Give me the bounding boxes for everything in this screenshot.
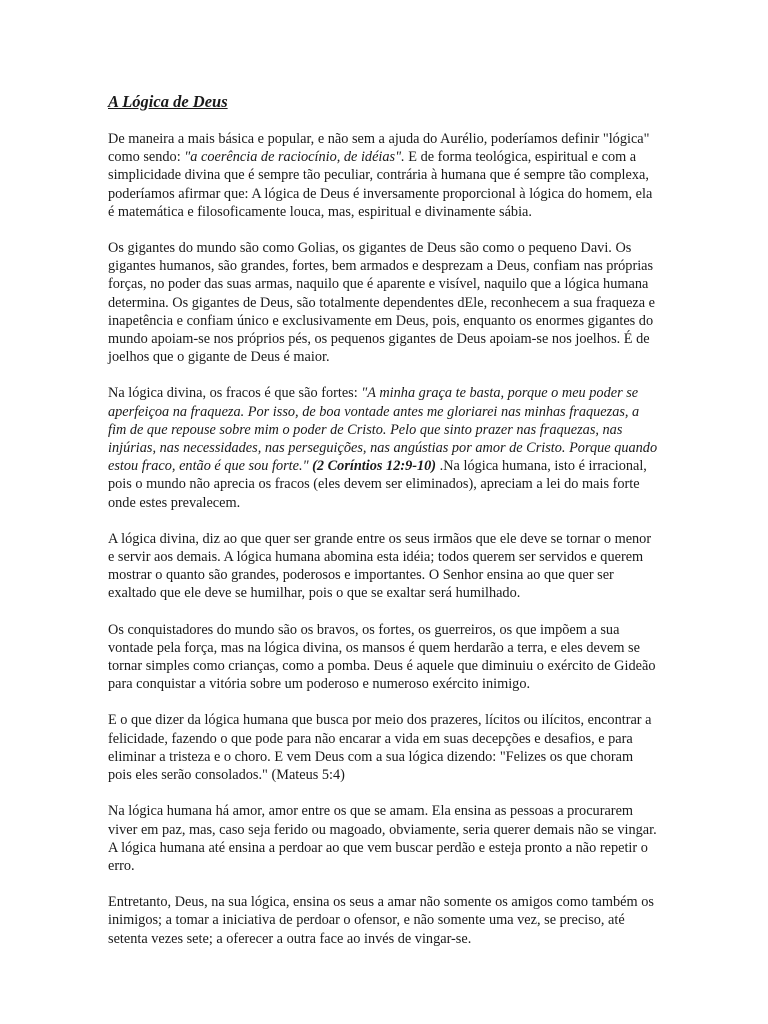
paragraph-text: E o que dizer da lógica humana que busca por meio dos prazeres, lícitos ou ilícitos, encontrar a felicidade, fazendo o que pode para não encarar a vida em suas decepções e desafios, e para eliminar a tristeza e o choro. E vem Deus com a sua lógica dizendo: "Felizes os que choram pois eles serão consolados." (Mateus 5:4)	[108, 712, 652, 784]
paragraph-text: Os gigantes do mundo são como Golias, os gigantes de Deus são como o pequeno Davi. Os gigantes humanos, são grandes, fortes, bem armados e desprezam a Deus, confiam nas próprias forças, no poder das suas armas, naquilo que é aparente e visível, naquilo que a lógica humana determina. Os gigantes de Deus, são totalmente dependentes dEle, reconhecem a sua fraqueza e inapetência e confiam único e exclusivamente em Deus, pois, enquanto os enormes gigantes do mundo apoiam-se nos próprios pés, os pequenos gigantes de Deus apoiam-se nos joelhos. É de joelhos que o gigante de Deus é maior.	[108, 240, 656, 366]
paragraph	[108, 802, 658, 875]
paragraph	[108, 130, 658, 221]
paragraph	[108, 893, 658, 948]
paragraph-text: A lógica divina, diz ao que quer ser grande entre os seus irmãos que ele deve se tornar o menor e servir aos demais. A lógica humana abomina esta idéia; todos querem ser servidos e querem mostrar o quanto são grandes, poderosos e importantes. O Senhor ensina ao que quer ser exaltado que ele deve se humilhar, pois o que se exaltar será humilhado.	[108, 530, 652, 602]
bible-reference: (2 Coríntios 12:9-10)	[312, 458, 437, 475]
paragraph	[108, 621, 658, 694]
paragraph-text: Na lógica humana há amor, amor entre os que se amam. Ela ensina as pessoas a procurarem viver em paz, mas, caso seja ferido ou magoado, obviamente, seria querer demais não se vingar. A lógica humana até ensina a perdoar ao que vem buscar perdão e esteja pronto a não repetir o erro.	[108, 803, 657, 874]
paragraph-text: E de forma teológica, espiritual e com a simplicidade divina que é sempre tão peculiar, contrária à humana que é sempre tão complexa, poderíamos afirmar que: A lógica de Deus é inversamente proporcional à lógica do homem, ela é matemática e filosoficamente louca, mas, espiritual e divinamente sábia.	[108, 149, 653, 220]
document-body	[108, 130, 658, 948]
document-title: A Lógica de Deus	[108, 92, 228, 111]
paragraph	[108, 530, 658, 603]
paragraph	[108, 384, 658, 511]
quote-text: "A minha graça te basta, porque o meu poder se aperfeiçoa na fraqueza. Por isso, de boa vontade antes me gloriarei nas minhas fraquezas, a fim de que repouse sobre mim o poder de Cristo. Pelo que sinto prazer nas fraquezas, nas injúrias, nas necessidades, nas perseguições, nas angústias por amor de Cristo. Porque quando estou fraco, então é que sou forte."	[108, 385, 658, 475]
paragraph-text: .Na lógica humana, isto é irracional, pois o mundo não aprecia os fracos (eles devem ser eliminados), apreciam a lei do mais forte onde estes prevalecem.	[108, 458, 647, 511]
paragraph-text: Na lógica divina, os fracos é que são fortes:	[108, 385, 362, 402]
quote-text: "a coerência de raciocínio, de idéias".	[184, 149, 405, 166]
paragraph-text: Os conquistadores do mundo são os bravos, os fortes, os guerreiros, os que impõem a sua vontade pela força, mas na lógica divina, os mansos é quem herdarão a terra, e eles devem se tornar simples como crianças, como a pomba. Deus é aquele que diminuiu o exército de Gideão para conquistar a vitória sobre um poderoso e numeroso exército inimigo.	[108, 621, 656, 693]
paragraph	[108, 239, 658, 366]
paragraph	[108, 711, 658, 784]
paragraph-text: Entretanto, Deus, na sua lógica, ensina os seus a amar não somente os amigos como também os inimigos; a tomar a iniciativa de perdoar o ofensor, e não somente uma vez, se preciso, até setenta vezes sete; a oferecer a outra face ao invés de vingar-se.	[108, 894, 654, 947]
document-page	[108, 92, 658, 948]
paragraph-text: De maneira a mais básica e popular, e não sem a ajuda do Aurélio, poderíamos definir "lógica" como sendo:	[108, 131, 650, 166]
